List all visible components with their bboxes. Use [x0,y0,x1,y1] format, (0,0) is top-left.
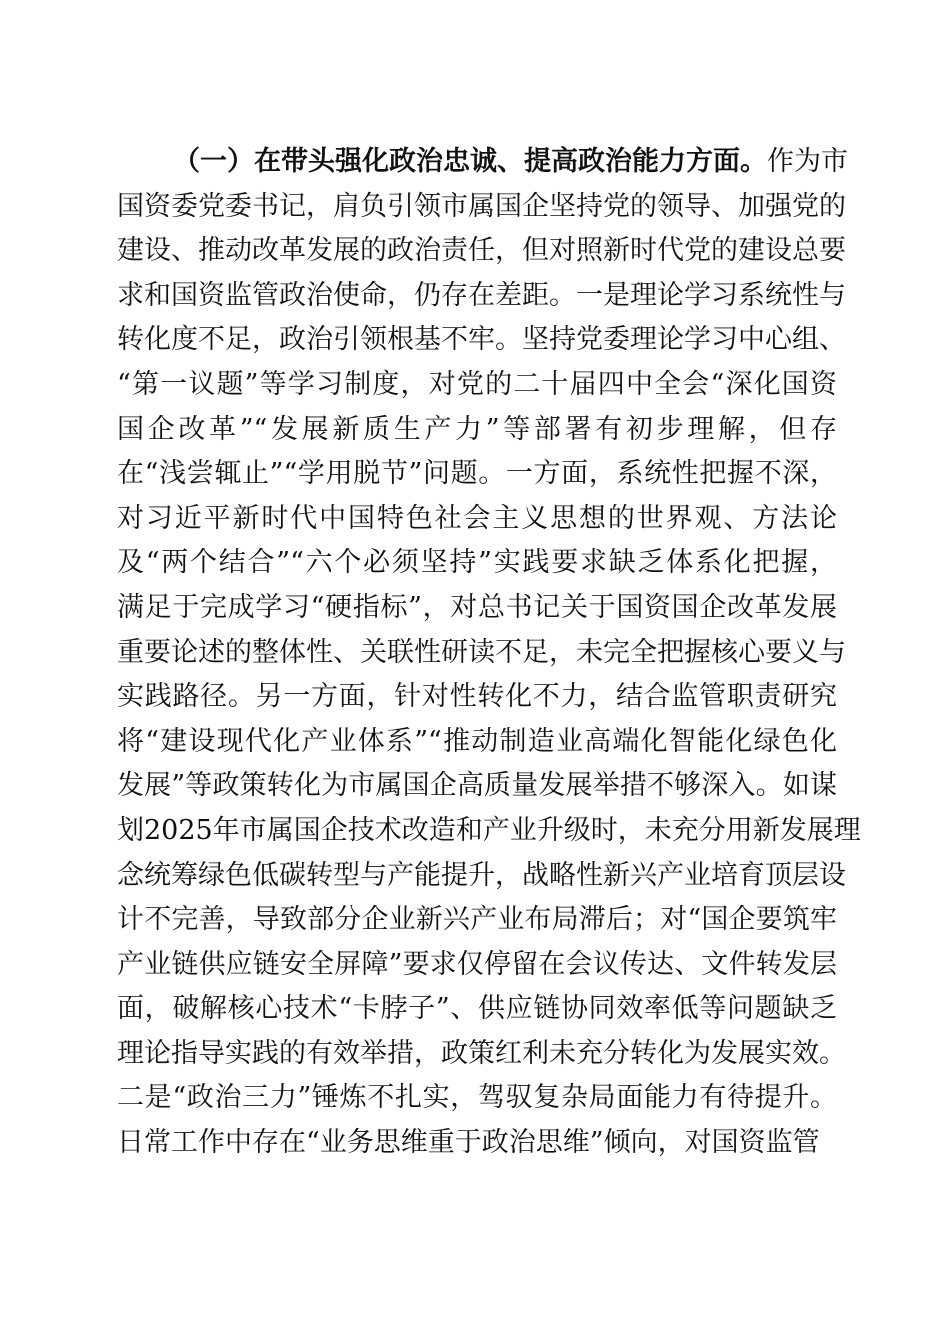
body-text [117,140,861,1166]
text-line: 实践路径。另一方面，针对性转化不力，结合监管职责研究 [117,681,837,713]
text-line: 划2025年市属国企技术改造和产业升级时，未充分用新发展理 [117,814,861,846]
text-line: 国企改革”“发展新质生产力”等部署有初步理解，但存 [117,413,837,445]
text-line: 面，破解核心技术“卡脖子”、供应链协同效率低等问题缺乏 [117,993,837,1025]
text-line: 国资委党委书记，肩负引领市属国企坚持党的领导、加强党的 [117,190,846,222]
text-line: 发展”等政策转化为市属国企高质量发展举措不够深入。如谋 [117,770,837,802]
text-line: 日常工作中存在“业务思维重于政治思维”倾向，对国资监管 [117,1127,820,1159]
text-line: 及“两个结合”“六个必须坚持”实践要求缺乏体系化把握， [117,547,837,579]
text-line: 二是“政治三力”锤炼不扎实，驾驭复杂局面能力有待提升。 [117,1082,837,1114]
text-line: 转化度不足，政治引领根基不牢。坚持党委理论学习中心组、 [117,324,846,356]
text-line: 计不完善，导致部分企业新兴产业布局滞后；对“国企要筑牢 [117,904,837,936]
text-line: 将“建设现代化产业体系”“推动制造业高端化智能化绿色化 [117,725,837,757]
text-line: 重要论述的整体性、关联性研读不足，未完全把握核心要义与 [117,636,846,668]
text-line: 作为市 [767,146,848,177]
text-line: 念统筹绿色低碳转型与产能提升，战略性新兴产业培育顶层设 [117,859,846,891]
text-line: 产业链供应链安全屏障”要求仅停留在会议传达、文件转发层 [117,948,837,980]
text-line: 求和国资监管政治使命，仍存在差距。一是理论学习系统性与 [117,279,846,311]
text-line: “第一议题”等学习制度，对党的二十届四中全会“深化国资 [117,368,837,400]
text-line: 在“浅尝辄止”“学用脱节”问题。一方面，系统性把握不深， [117,458,837,490]
paragraph-first-line [117,140,848,185]
text-line: 满足于完成学习“硬指标”，对总书记关于国资国企改革发展 [117,591,837,623]
text-line: 建设、推动改革发展的政治责任，但对照新时代党的建设总要 [117,235,846,267]
text-line: 对习近平新时代中国特色社会主义思想的世界观、方法论 [117,502,837,534]
section-heading: （一）在带头强化政治忠诚、提高政治能力方面。 [173,146,767,177]
text-line: 理论指导实践的有效举措，政策红利未充分转化为发展实效。 [117,1037,846,1069]
